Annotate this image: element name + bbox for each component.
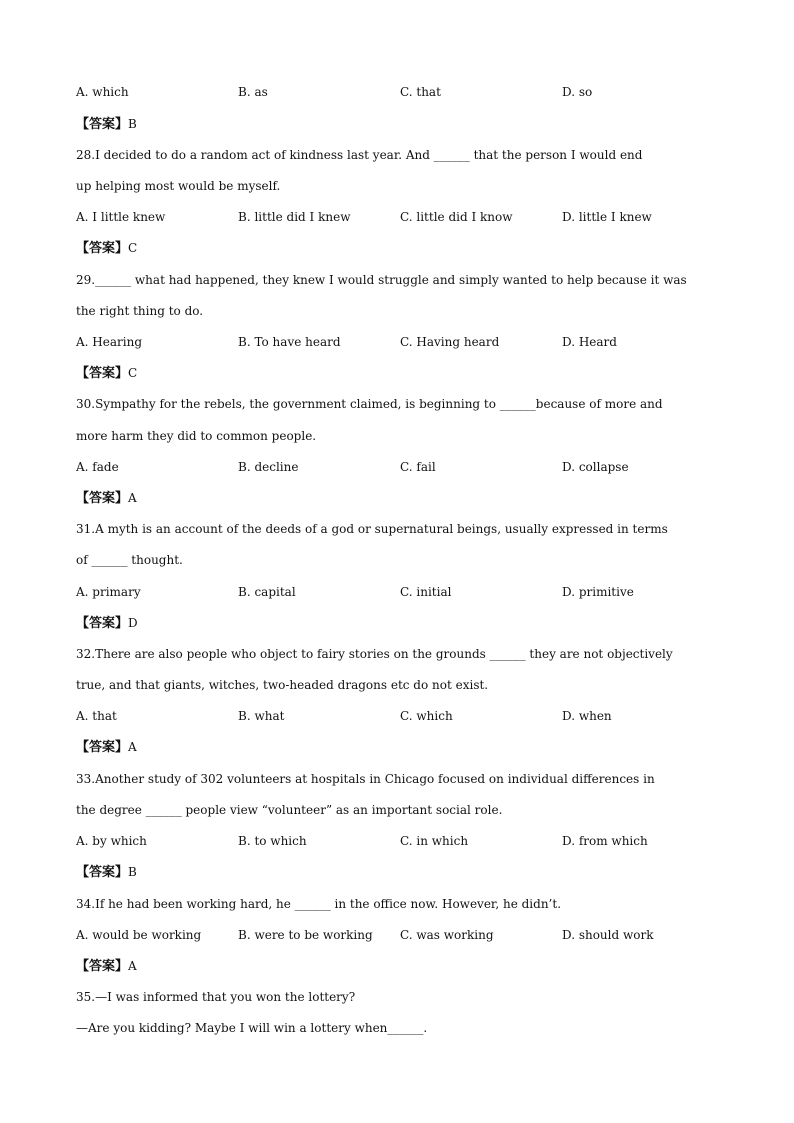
q34-option-c: C. was working — [400, 928, 494, 942]
answer-value: A — [128, 491, 137, 505]
q27-options — [76, 84, 728, 100]
answer-value: B — [128, 865, 137, 879]
stem-text: . — [423, 1021, 428, 1035]
q28-option-d: D. little I knew — [562, 210, 652, 224]
stem-text: —Are you kidding? Maybe I will win a lottery when — [76, 1021, 388, 1035]
q28-option-c: C. little did I know — [400, 210, 513, 224]
q34-answer — [76, 958, 137, 974]
q28-option-b: B. little did I knew — [238, 210, 351, 224]
q29-option-a: A. Hearing — [76, 335, 142, 349]
q30-stem-line1 — [76, 396, 728, 412]
q27-answer — [76, 116, 137, 132]
blank: ______ — [294, 897, 331, 911]
answer-tag: 【答案】 — [76, 616, 129, 631]
blank: ______ — [145, 803, 182, 817]
q29-stem-line2: the right thing to do. — [76, 304, 204, 318]
q30-option-d: D. collapse — [562, 460, 629, 474]
q32-option-c: C. which — [400, 709, 453, 723]
q27-option-d: D. so — [562, 85, 593, 99]
q33-options — [76, 833, 728, 849]
stem-text: 29. — [76, 273, 96, 287]
q31-option-a: A. primary — [76, 585, 141, 599]
stem-text: 28.I decided to do a random act of kindness last year. And — [76, 148, 434, 162]
blank: ______ — [95, 273, 132, 287]
stem-text: that the person I would end — [469, 148, 643, 162]
stem-text: they are not objectively — [525, 647, 673, 661]
answer-value: A — [128, 959, 137, 973]
answer-value: D — [128, 616, 138, 630]
answer-value: C — [128, 366, 138, 380]
q32-answer — [76, 739, 137, 755]
q27-option-c: C. that — [400, 85, 441, 99]
q35-stem-line2 — [76, 1020, 728, 1036]
q34-option-a: A. would be working — [76, 928, 202, 942]
stem-text: 34.If he had been working hard, he — [76, 897, 295, 911]
q31-stem-line1: 31.A myth is an account of the deeds of a god or supernatural beings, usually expressed in terms — [76, 522, 668, 536]
q32-stem-line2: true, and that giants, witches, two-headed dragons etc do not exist. — [76, 678, 489, 692]
q29-stem-line1 — [76, 272, 728, 288]
q30-option-b: B. decline — [238, 460, 299, 474]
blank: ______ — [387, 1021, 424, 1035]
answer-tag: 【答案】 — [76, 959, 129, 974]
q29-option-d: D. Heard — [562, 335, 617, 349]
q28-answer — [76, 240, 137, 256]
q28-stem-line1 — [76, 147, 728, 163]
blank: ______ — [499, 397, 536, 411]
q34-stem-line1 — [76, 896, 728, 912]
q30-answer — [76, 490, 137, 506]
stem-text: 30.Sympathy for the rebels, the government claimed, is beginning to — [76, 397, 500, 411]
q30-option-a: A. fade — [76, 460, 119, 474]
stem-text: in the office now. However, he didn’t. — [330, 897, 562, 911]
q32-options — [76, 708, 728, 724]
answer-tag: 【答案】 — [76, 241, 129, 256]
q31-answer — [76, 615, 138, 631]
q32-stem-line1 — [76, 646, 728, 662]
q31-option-c: C. initial — [400, 585, 452, 599]
q28-option-a: A. I little knew — [76, 210, 166, 224]
q35-stem-line1: 35.—I was informed that you won the lottery? — [76, 990, 356, 1004]
q33-option-d: D. from which — [562, 834, 648, 848]
q34-options — [76, 927, 728, 943]
q29-option-c: C. Having heard — [400, 335, 500, 349]
q28-options — [76, 209, 728, 225]
q32-option-b: B. what — [238, 709, 285, 723]
q33-stem-line1: 33.Another study of 302 volunteers at hospitals in Chicago focused on individual differences in — [76, 772, 655, 786]
q30-option-c: C. fail — [400, 460, 436, 474]
q32-option-a: A. that — [76, 709, 117, 723]
answer-tag: 【答案】 — [76, 366, 129, 381]
q27-option-b: B. as — [238, 85, 268, 99]
q34-option-d: D. should work — [562, 928, 654, 942]
q33-option-c: C. in which — [400, 834, 469, 848]
blank: ______ — [433, 148, 470, 162]
q27-option-a: A. which — [76, 85, 129, 99]
stem-text: the degree — [76, 803, 146, 817]
q30-options — [76, 459, 728, 475]
q33-answer — [76, 864, 137, 880]
answer-value: A — [128, 740, 137, 754]
stem-text: thought. — [127, 553, 183, 567]
answer-value: C — [128, 241, 138, 255]
answer-tag: 【答案】 — [76, 491, 129, 506]
stem-text: people view “volunteer” as an important social role. — [181, 803, 503, 817]
blank: ______ — [91, 553, 128, 567]
answer-tag: 【答案】 — [76, 865, 129, 880]
q33-option-b: B. to which — [238, 834, 307, 848]
q30-stem-line2: more harm they did to common people. — [76, 429, 317, 443]
q29-options — [76, 334, 728, 350]
answer-tag: 【答案】 — [76, 117, 129, 132]
stem-text: 32.There are also people who object to fairy stories on the grounds — [76, 647, 490, 661]
q28-stem-line2: up helping most would be myself. — [76, 179, 281, 193]
q29-answer — [76, 365, 137, 381]
answer-value: B — [128, 117, 137, 131]
q31-option-d: D. primitive — [562, 585, 634, 599]
q33-option-a: A. by which — [76, 834, 147, 848]
stem-text: because of more and — [535, 397, 663, 411]
q31-stem-line2 — [76, 552, 728, 568]
q31-options — [76, 584, 728, 600]
q31-option-b: B. capital — [238, 585, 296, 599]
q34-option-b: B. were to be working — [238, 928, 373, 942]
q32-option-d: D. when — [562, 709, 612, 723]
answer-tag: 【答案】 — [76, 740, 129, 755]
stem-text: of — [76, 553, 92, 567]
q33-stem-line2 — [76, 802, 728, 818]
stem-text: what had happened, they knew I would struggle and simply wanted to help because it was — [131, 273, 687, 287]
blank: ______ — [489, 647, 526, 661]
q29-option-b: B. To have heard — [238, 335, 341, 349]
